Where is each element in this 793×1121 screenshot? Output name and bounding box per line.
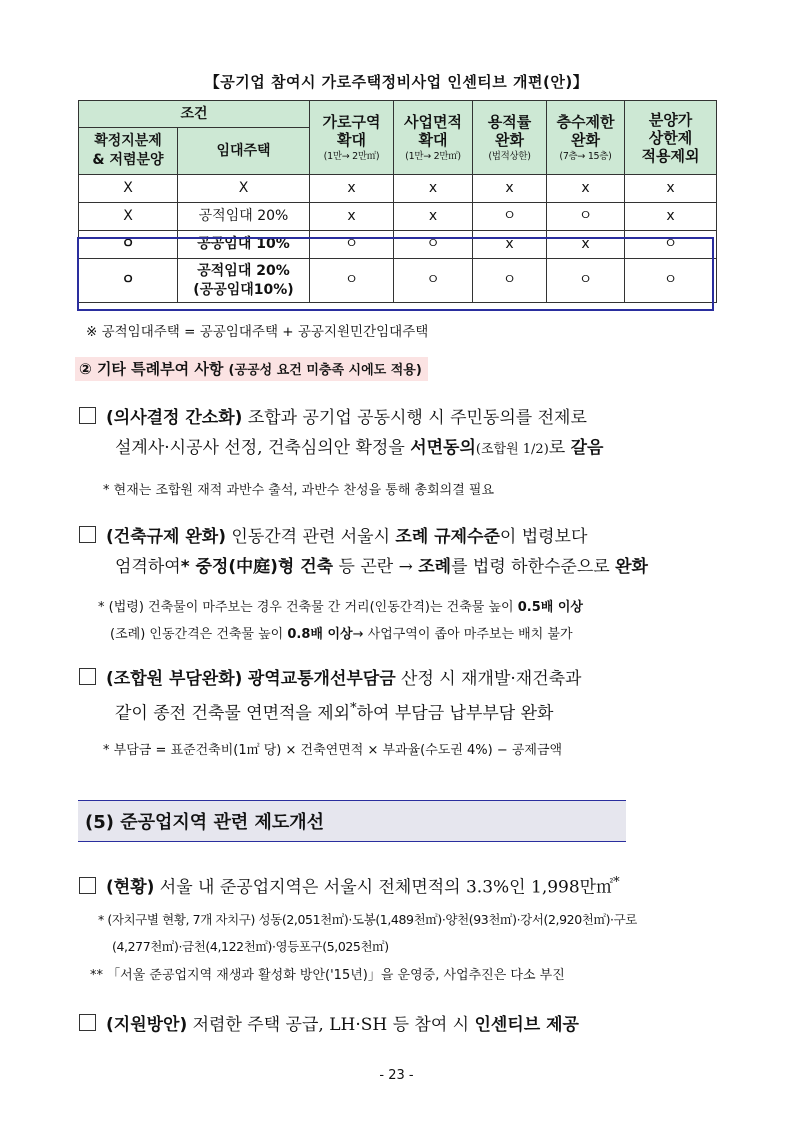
text: 갈음 <box>570 438 604 458</box>
cell: x <box>625 203 717 231</box>
header-col-5: 분양가 상한제 적용제외 <box>625 101 717 175</box>
table-note: ※ 공적임대주택 = 공공임대주택 + 공공지원민간임대주택 <box>86 324 429 340</box>
footnote-2b <box>110 621 740 648</box>
header-col-1: 가로구역 확대 (1만→ 2만㎡) <box>310 101 394 175</box>
section-title: (5) 준공업지역 관련 제도개선 <box>85 812 325 833</box>
text: 조례 규제수준 <box>395 527 500 547</box>
cell: x <box>625 175 717 203</box>
text: 로 <box>548 438 571 458</box>
text: 서울 내 준공업지역은 서울시 전체면적의 3.3%인 1,998만㎡ <box>154 877 614 898</box>
text: (의사결정 간소화) <box>106 408 243 428</box>
cell: ㅇ <box>473 259 547 303</box>
text: * <box>350 701 357 716</box>
header-col-4: 층수제한 완화 (7층→ 15층) <box>547 101 625 175</box>
text: (지원방안) <box>106 1015 188 1035</box>
cell: X <box>178 175 310 203</box>
paragraph-decision <box>79 403 719 465</box>
checkbox-bullet-icon <box>79 407 96 424</box>
table-row <box>79 259 717 303</box>
cell: ㅇ <box>310 231 394 259</box>
cell: ㅇ <box>547 203 625 231</box>
cell: 공적임대 20% <box>178 203 310 231</box>
cell: x <box>473 175 547 203</box>
header-col-3: 용적률 완화 (법적상한) <box>473 101 547 175</box>
cell: x <box>394 203 473 231</box>
text: (현황) <box>106 877 155 898</box>
text: 완화 <box>615 557 648 577</box>
text: 엄격하여 <box>115 557 181 577</box>
text: 저렴한 주택 공급, LH·SH 등 참여 시 <box>187 1015 475 1035</box>
text: 등 곤란 → <box>333 557 419 577</box>
paragraph-burden <box>79 664 719 729</box>
text: 인센티브 제공 <box>474 1015 579 1035</box>
paragraph-support <box>79 1010 719 1040</box>
cell: ㅇ <box>394 259 473 303</box>
subsection-title: 기타 특례부여 사항 <box>96 360 224 378</box>
header-col-2: 사업면적 확대 (1만→ 2만㎡) <box>394 101 473 175</box>
cell: ㅇ <box>625 231 717 259</box>
text: (조합원 부담완화) <box>106 669 243 689</box>
text: 0.5배 이상 <box>517 600 583 615</box>
cell: x <box>394 175 473 203</box>
table-row <box>79 203 717 231</box>
subsection-heading <box>75 357 428 381</box>
cell: ㅇ <box>473 203 547 231</box>
text: 설계사·시공사 선정, 건축심의안 확정을 <box>115 438 411 458</box>
footnote-3: * 부담금 = 표준건축비(1㎡ 당) × 건축연면적 × 부과율(수도권 4%) − 공제금액 <box>103 743 563 758</box>
footnote-4c: ** 「서울 준공업지역 재생과 활성화 방안('15년)」을 운영중, 사업추진은 다소 부진 <box>90 968 565 983</box>
checkbox-bullet-icon <box>79 526 96 543</box>
checkbox-bullet-icon <box>79 668 96 685</box>
text: 이 법령보다 <box>499 527 588 547</box>
cell: 공공임대 10% <box>178 231 310 259</box>
table-row <box>79 175 717 203</box>
text: * <box>613 875 620 890</box>
text: (조례) 인동간격은 건축물 높이 <box>110 627 288 642</box>
text: (조합원 1/2) <box>475 442 549 457</box>
header-condition: 조건 <box>79 101 310 128</box>
cell: x <box>310 203 394 231</box>
footnote-4b: (4,277천㎡)·금천(4,122천㎡)·영등포구(5,025천㎡) <box>112 939 389 954</box>
text: (건축규제 완화) <box>106 527 226 547</box>
text: 조합과 공기업 공동시행 시 주민동의를 전제로 <box>242 408 587 428</box>
cell: x <box>547 175 625 203</box>
cell: x <box>473 231 547 259</box>
subsection-subtitle: (공공성 요건 미충족 시에도 적용) <box>228 363 422 378</box>
text: 를 법령 하한수준으로 <box>451 557 616 577</box>
cell: 공적임대 20% (공공임대10%) <box>178 259 310 303</box>
cell: x <box>547 231 625 259</box>
footnote-2a <box>98 594 728 621</box>
cell: ㅇ <box>394 231 473 259</box>
text: * (법령) 건축물이 마주보는 경우 건축물 간 거리(인동간격)는 건축물 높이 <box>98 600 518 615</box>
cell: X <box>79 175 178 203</box>
text: 하여 부담금 납부부담 완화 <box>356 703 554 724</box>
checkbox-bullet-icon <box>79 877 96 894</box>
cell: ㅇ <box>310 259 394 303</box>
header-split: 확정지분제 & 저렴분양 <box>79 128 178 175</box>
text: 산정 시 재개발·재건축과 <box>395 669 582 689</box>
paragraph-building <box>79 522 719 582</box>
cell: X <box>79 203 178 231</box>
text: 인동간격 관련 서울시 <box>226 527 396 547</box>
cell: ㅇ <box>79 259 178 303</box>
section-heading <box>78 800 626 842</box>
table-row <box>79 231 717 259</box>
text: → 사업구역이 좁아 마주보는 배치 불가 <box>352 627 573 642</box>
cell: x <box>310 175 394 203</box>
footnote-1: * 현재는 조합원 재적 과반수 출석, 과반수 찬성을 통해 총회의결 필요 <box>103 483 495 498</box>
checkbox-bullet-icon <box>79 1014 96 1031</box>
paragraph-status <box>79 868 719 903</box>
text: 서면동의 <box>410 438 476 458</box>
text: 조례 <box>418 557 452 577</box>
cell: ㅇ <box>79 231 178 259</box>
text: 0.8배 이상 <box>287 627 353 642</box>
table-title: 【공기업 참여시 가로주택정비사업 인센티브 개편(안)】 <box>204 73 589 91</box>
cell: ㅇ <box>625 259 717 303</box>
incentive-table <box>78 100 717 303</box>
text: 광역교통개선부담금 <box>247 669 396 689</box>
page-number: - 23 - <box>379 1068 414 1083</box>
footnote-4a: * (자치구별 현황, 7개 자치구) 성동(2,051천㎡)·도봉(1,489천㎡)·양천(93천㎡)·강서(2,920천㎡)·구로 <box>98 912 637 927</box>
text: 같이 종전 건축물 연면적을 제외 <box>115 703 351 724</box>
cell: ㅇ <box>547 259 625 303</box>
text: * 중정(中庭)형 건축 <box>180 557 334 577</box>
subsection-number: ② <box>79 360 92 378</box>
header-rental: 임대주택 <box>178 128 310 175</box>
